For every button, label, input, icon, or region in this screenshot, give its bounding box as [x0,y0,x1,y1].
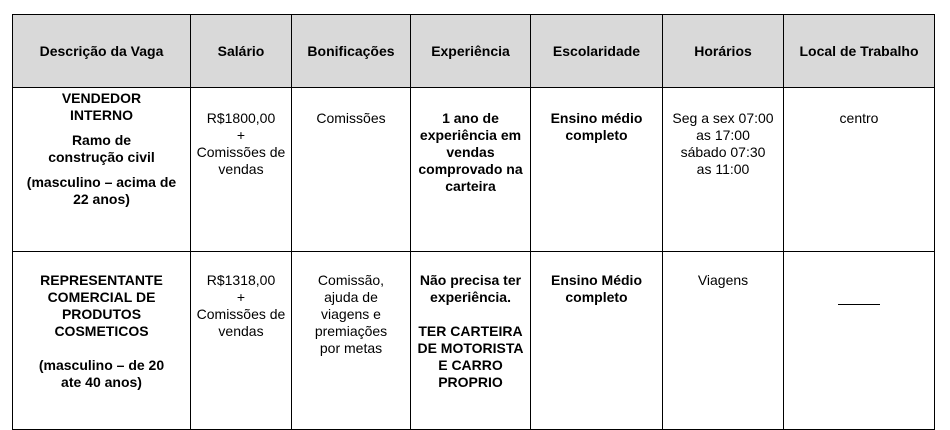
cell-experiencia [411,88,531,252]
cell-escolaridade [531,88,663,252]
schedule-weekdays: Seg a sex 07:00 as 17:00 [672,110,774,143]
job-profile: (masculino – acima de 22 anos) [26,174,177,207]
schedule-saturday: sábado 07:30 as 11:00 [680,144,766,177]
job-sector: Ramo de construção civil [48,132,155,165]
salary-plus: + [236,127,246,143]
job-table [12,14,935,430]
cell-descricao [13,252,191,430]
salary-extra: Comissões de vendas [196,306,286,339]
job-profile: (masculino – de 20 ate 40 anos) [38,357,165,390]
job-title: REPRESENTANTE COMERCIAL DE PRODUTOS COSMETICOS [40,272,163,339]
job-table-container [12,14,935,430]
job-title: VENDEDOR INTERNO [61,90,142,123]
table-row [13,88,935,252]
location-text: centro [839,110,879,126]
header-escolaridade: Escolaridade [531,15,663,88]
education-text: Ensino Médio completo [551,272,642,305]
location-empty-dash [838,304,880,305]
bonus-text: Comissão, ajuda de viagens e premiações por metas [314,272,388,356]
schedule-text: Viagens [697,272,749,288]
cell-horarios [663,252,784,430]
experience-requirement: TER CARTEIRA DE MOTORISTA E CARRO PROPRIO [417,323,524,390]
cell-local [784,252,935,430]
salary-plus: + [236,289,246,305]
header-salario: Salário [191,15,292,88]
header-row [13,15,935,88]
cell-salario [191,88,292,252]
experience-text: 1 ano de experiência em vendas comprovado na carteira [418,110,523,194]
cell-salario [191,252,292,430]
header-descricao: Descrição da Vaga [13,15,191,88]
bonus-text: Comissões [316,110,386,126]
table-row [13,252,935,430]
cell-horarios [663,88,784,252]
header-horarios: Horários [663,15,784,88]
header-bonificacoes: Bonificações [292,15,411,88]
salary-extra: Comissões de vendas [196,144,286,177]
cell-experiencia [411,252,531,430]
cell-bonificacoes [292,88,411,252]
cell-escolaridade [531,252,663,430]
header-experiencia: Experiência [411,15,531,88]
cell-bonificacoes [292,252,411,430]
salary-value: R$1800,00 [206,110,276,126]
experience-text: Não precisa ter experiência. [419,272,522,305]
header-local: Local de Trabalho [784,15,935,88]
education-text: Ensino médio completo [550,110,643,143]
cell-descricao [13,88,191,252]
salary-value: R$1318,00 [206,272,276,288]
cell-local [784,88,935,252]
